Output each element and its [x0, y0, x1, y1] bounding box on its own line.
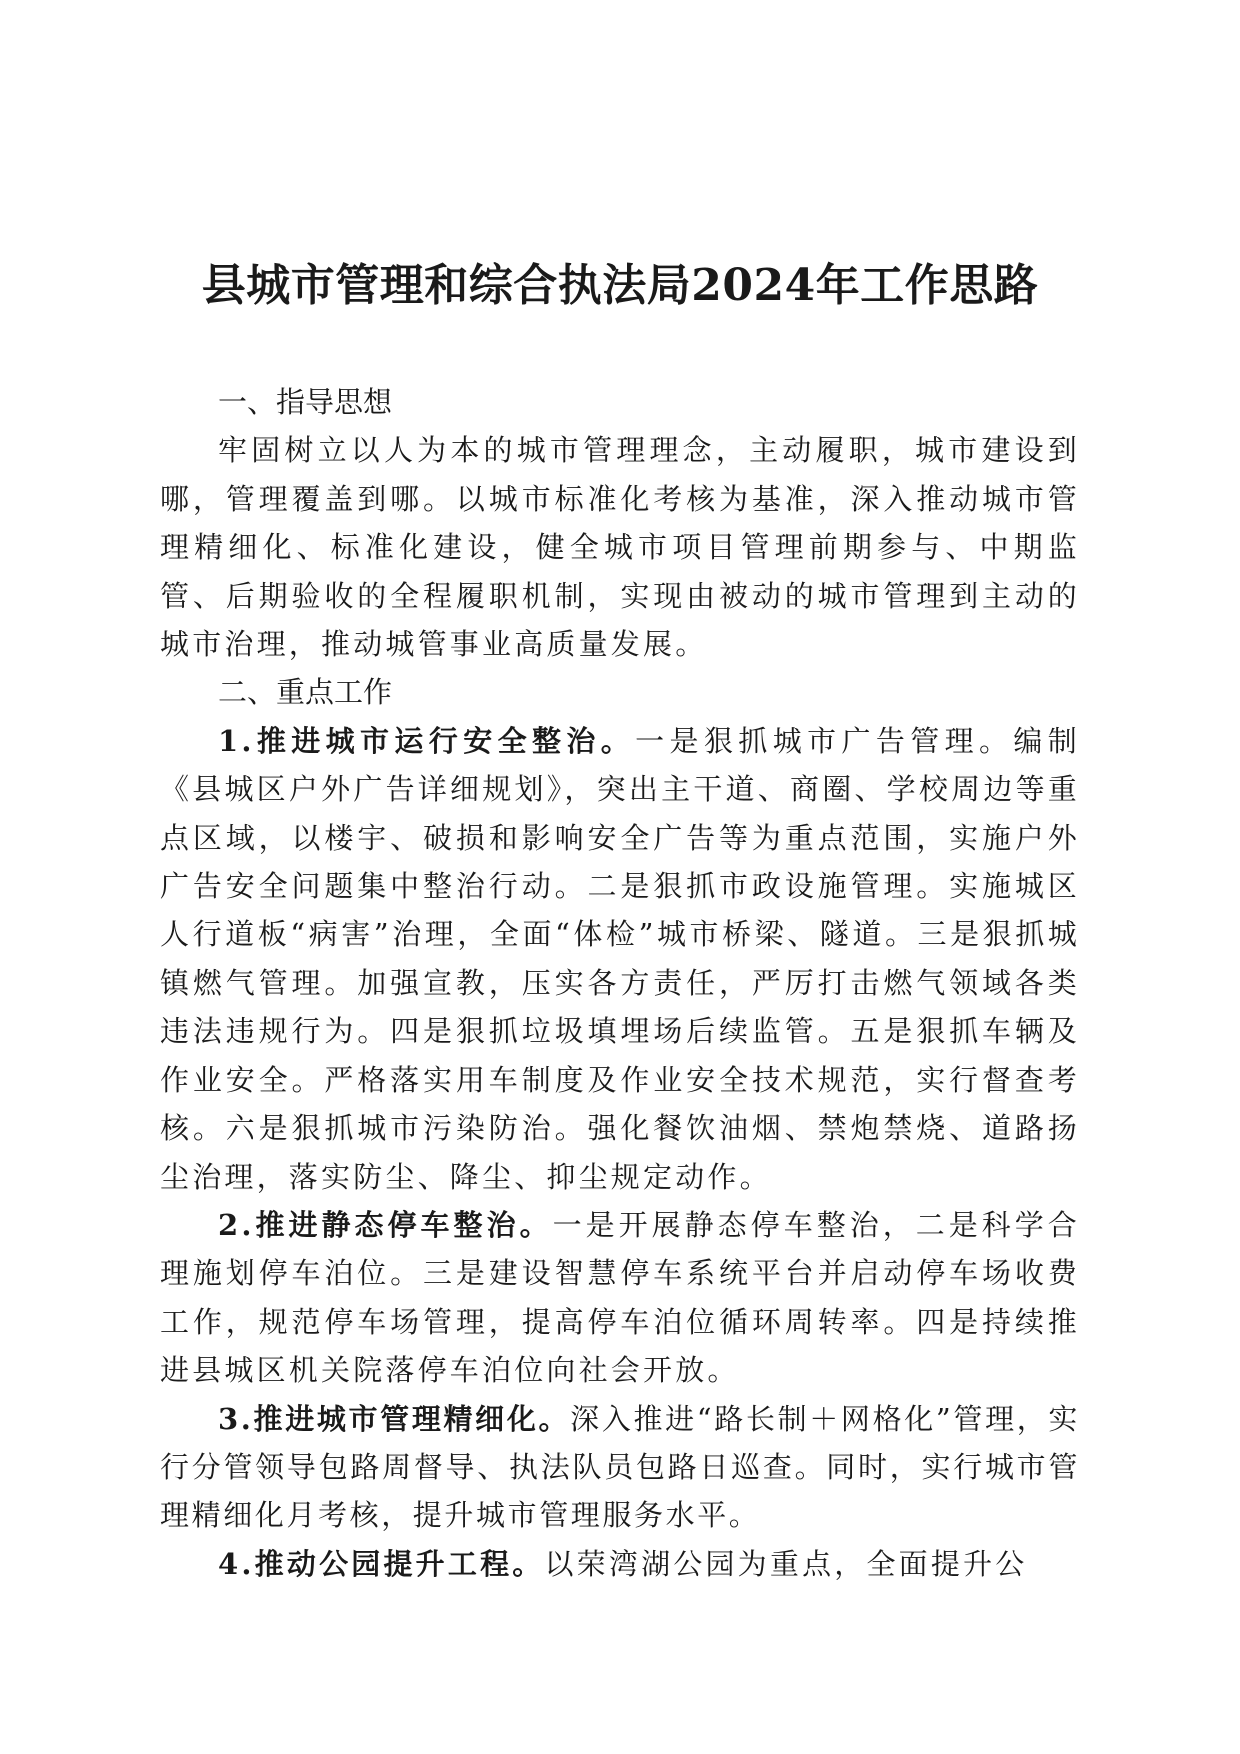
item-4-lead: 4.推动公园提升工程。: [218, 1546, 545, 1581]
item-1-lead: 1.推进城市运行安全整治。: [218, 723, 636, 758]
paragraph-item-2: [160, 1201, 1080, 1395]
section-heading-guiding: 一、指导思想: [218, 385, 393, 419]
paragraph-item-1: [160, 717, 1080, 1201]
paragraph-item-3: [160, 1395, 1080, 1540]
item-3-lead: 3.推进城市管理精细化。: [218, 1401, 571, 1436]
section-heading-key-work: 二、重点工作: [218, 675, 393, 710]
paragraph-item-4: [160, 1540, 1080, 1588]
item-4-text: 以荣湾湖公园为重点，全面提升公: [544, 1546, 1028, 1581]
item-2-lead: 2.推进静态停车整治。: [218, 1207, 553, 1242]
paragraph-guiding: 牢固树立以人为本的城市管理理念，主动履职，城市建设到哪，管理覆盖到哪。以城市标准化考核为基准，深入推动城市管理精细化、标准化建设，健全城市项目管理前期参与、中期监管、后期验收的全程履职机制，实现由被动的城市管理到主动的城市治理，推动城管事业高质量发展。: [160, 433, 1080, 662]
item-1-text: 一是狠抓城市广告管理。编制《县城区户外广告详细规划》，突出主干道、商圈、学校周边等重点区域，以楼宇、破损和影响安全广告等为重点范围，实施户外广告安全问题集中整治行动。二是狠抓市政设施管理。实施城区人行道板“病害”治理，全面“体检”城市桥梁、隧道。三是狠抓城镇燃气管理。加强宣教，压实各方责任，严厉打击燃气领域各类违法违规行为。四是狠抓垃圾填埋场后续监管。五是狠抓车辆及作业安全。严格落实用车制度及作业安全技术规范，实行督查考核。六是狠抓城市污染防治。强化餐饮油烟、禁炮禁烧、道路扬尘治理，落实防尘、降尘、抑尘规定动作。: [160, 723, 1080, 1194]
document-title: 县城市管理和综合执法局2024年工作思路: [201, 260, 1039, 311]
item-3-text: 深入推进“路长制＋网格化”管理，实行分管领导包路周督导、执法队员包路日巡查。同时，实行城市管理精细化月考核，提升城市管理服务水平。: [160, 1401, 1080, 1533]
item-2-text: 一是开展静态停车整治，二是科学合理施划停车泊位。三是建设智慧停车系统平台并启动停车场收费工作，规范停车场管理，提高停车泊位循环周转率。四是持续推进县城区机关院落停车泊位向社会开放。: [160, 1207, 1080, 1388]
document-body: [160, 378, 1080, 1588]
